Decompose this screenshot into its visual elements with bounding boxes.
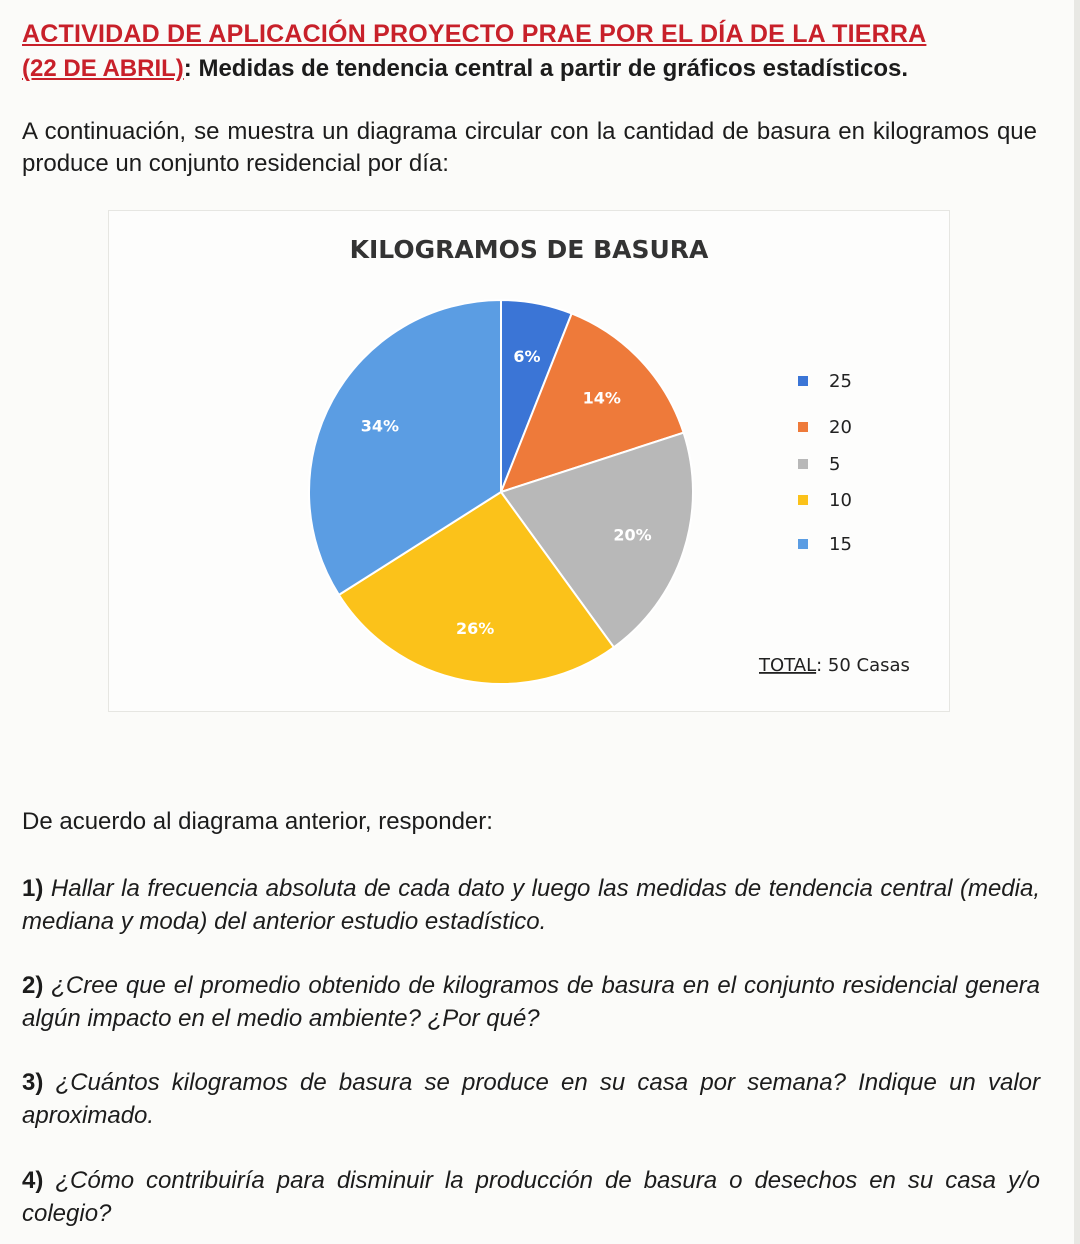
slice-label-10: 26% <box>455 618 495 638</box>
subtitle-text: : Medidas de tendencia central a partir de gráficos estadísticos. <box>183 55 909 82</box>
chart-title: KILOGRAMOS DE BASURA <box>349 235 709 264</box>
intro-paragraph: A continuación, se muestra un diagrama circular con la cantidad de basura en kilogramos que produce un conjunto residencial por día: <box>22 118 1037 177</box>
question-2 <box>22 969 1040 1035</box>
slice-label-5: 20% <box>613 525 652 545</box>
question-number: 4) <box>22 1167 44 1194</box>
question-text: ¿Cómo contribuiría para disminuir la producción de basura o desechos en su casa y/o colegio? <box>22 1167 1040 1227</box>
question-number: 2) <box>22 972 44 999</box>
legend-label-25: 25 <box>829 371 852 392</box>
question-text: ¿Cree que el promedio obtenido de kilogramos de basura en el conjunto residencial genera algún impacto en el medio ambiente? ¿Por qué? <box>22 972 1041 1032</box>
legend-label-10: 10 <box>829 490 852 511</box>
legend-swatch-10 <box>798 495 808 505</box>
questions-intro: De acuerdo al diagrama anterior, responder: <box>22 808 493 835</box>
pie-chart-container <box>108 210 950 712</box>
legend-label-5: 5 <box>829 454 841 475</box>
legend-label-15: 15 <box>829 534 852 555</box>
page-title: ACTIVIDAD DE APLICACIÓN PROYECTO PRAE POR EL DÍA DE LA TIERRA <box>22 20 927 48</box>
total-label: TOTAL <box>759 655 817 676</box>
question-text: Hallar la frecuencia absoluta de cada dato y luego las medidas de tendencia central (media, mediana y moda) del anterior estudio estadístico. <box>22 875 1040 935</box>
total-note <box>758 655 910 676</box>
slice-label-25: 6% <box>513 347 541 367</box>
pie-chart <box>109 211 949 711</box>
question-4 <box>22 1164 1040 1230</box>
legend-swatch-25 <box>798 376 808 386</box>
legend-swatch-5 <box>798 459 808 469</box>
question-3 <box>22 1066 1040 1132</box>
question-1 <box>22 872 1040 938</box>
total-text: : 50 Casas <box>816 655 910 676</box>
activity-date: (22 DE ABRIL) <box>22 55 184 82</box>
slice-label-20: 14% <box>582 388 621 408</box>
legend-swatch-20 <box>798 422 808 432</box>
slice-label-15: 34% <box>360 416 400 436</box>
question-number: 1) <box>22 875 44 902</box>
legend-swatch-15 <box>798 539 808 549</box>
legend-label-20: 20 <box>829 417 852 438</box>
question-text: ¿Cuántos kilogramos de basura se produce en su casa por semana? Indique un valor aproximado. <box>22 1069 1040 1129</box>
page-subtitle <box>22 55 1052 83</box>
question-number: 3) <box>22 1069 44 1096</box>
page-edge <box>1074 0 1080 1244</box>
